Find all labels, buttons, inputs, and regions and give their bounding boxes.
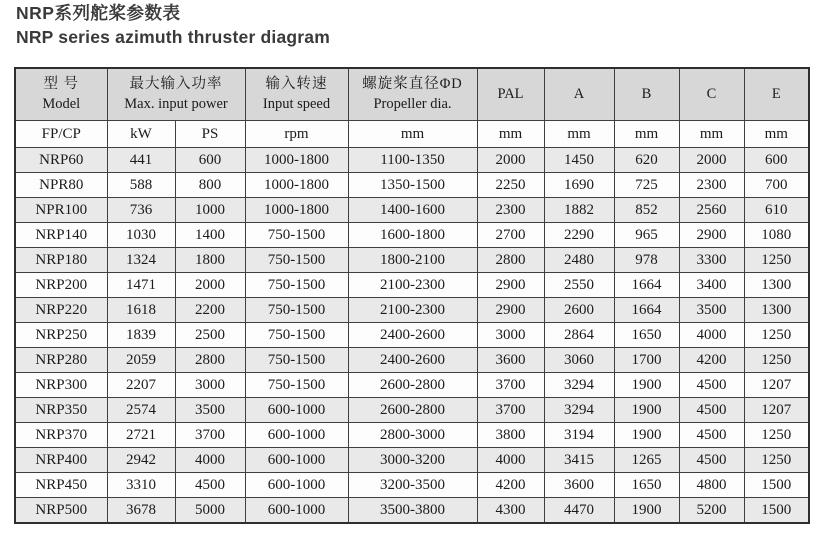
unit-model: FP/CP <box>15 121 107 148</box>
header-model-cn: 型 号 <box>43 75 80 92</box>
page-titles <box>16 2 330 49</box>
value-cell: 3060 <box>544 348 614 373</box>
model-cell: NPR80 <box>15 173 107 198</box>
value-cell: 750-1500 <box>245 273 348 298</box>
table-row <box>15 348 809 373</box>
model-cell: NRP220 <box>15 298 107 323</box>
value-cell: 4500 <box>175 473 245 498</box>
value-cell: 750-1500 <box>245 373 348 398</box>
value-cell: 1350-1500 <box>348 173 477 198</box>
value-cell: 3500 <box>679 298 744 323</box>
value-cell: 3310 <box>107 473 175 498</box>
table-row <box>15 498 809 524</box>
value-cell: 2300 <box>679 173 744 198</box>
value-cell: 750-1500 <box>245 248 348 273</box>
value-cell: 441 <box>107 148 175 173</box>
header-dia-cn: 螺旋桨直径ΦD <box>362 75 463 92</box>
value-cell: 1400 <box>175 223 245 248</box>
unit-mm-c: mm <box>679 121 744 148</box>
value-cell: 1900 <box>614 498 679 524</box>
value-cell: 1900 <box>614 398 679 423</box>
unit-mm-a: mm <box>544 121 614 148</box>
value-cell: 2600 <box>544 298 614 323</box>
thruster-spec-table <box>14 67 810 524</box>
value-cell: 1100-1350 <box>348 148 477 173</box>
header-model-en: Model <box>42 95 81 112</box>
header-model <box>15 68 107 121</box>
model-cell: NRP500 <box>15 498 107 524</box>
table-row <box>15 198 809 223</box>
value-cell: 600-1000 <box>245 398 348 423</box>
value-cell: 2100-2300 <box>348 273 477 298</box>
header-speed-en: Input speed <box>262 95 331 112</box>
model-cell: NPR100 <box>15 198 107 223</box>
value-cell: 2800-3000 <box>348 423 477 448</box>
value-cell: 3600 <box>477 348 544 373</box>
value-cell: 750-1500 <box>245 223 348 248</box>
value-cell: 2574 <box>107 398 175 423</box>
value-cell: 2560 <box>679 198 744 223</box>
value-cell: 1664 <box>614 273 679 298</box>
value-cell: 2600-2800 <box>348 373 477 398</box>
unit-mm-b: mm <box>614 121 679 148</box>
value-cell: 1000-1800 <box>245 198 348 223</box>
value-cell: 965 <box>614 223 679 248</box>
table-row <box>15 373 809 398</box>
value-cell: 4200 <box>679 348 744 373</box>
header-max-input-power <box>107 68 245 121</box>
value-cell: 3194 <box>544 423 614 448</box>
value-cell: 750-1500 <box>245 348 348 373</box>
unit-mm-pal: mm <box>477 121 544 148</box>
value-cell: 2800 <box>477 248 544 273</box>
value-cell: 3800 <box>477 423 544 448</box>
header-e: E <box>744 68 809 121</box>
unit-mm-e: mm <box>744 121 809 148</box>
value-cell: 1000-1800 <box>245 173 348 198</box>
value-cell: 600 <box>744 148 809 173</box>
unit-kw: kW <box>107 121 175 148</box>
value-cell: 1080 <box>744 223 809 248</box>
value-cell: 2000 <box>679 148 744 173</box>
table-row <box>15 448 809 473</box>
value-cell: 1207 <box>744 373 809 398</box>
unit-rpm: rpm <box>245 121 348 148</box>
table-row <box>15 323 809 348</box>
value-cell: 1800-2100 <box>348 248 477 273</box>
header-speed-cn: 输入转速 <box>265 75 328 92</box>
value-cell: 3500 <box>175 398 245 423</box>
value-cell: 3000 <box>175 373 245 398</box>
value-cell: 4000 <box>477 448 544 473</box>
value-cell: 600-1000 <box>245 423 348 448</box>
table-body <box>15 148 809 524</box>
model-cell: NRP180 <box>15 248 107 273</box>
header-pal: PAL <box>477 68 544 121</box>
value-cell: 3400 <box>679 273 744 298</box>
value-cell: 1000 <box>175 198 245 223</box>
value-cell: 2290 <box>544 223 614 248</box>
model-cell: NRP280 <box>15 348 107 373</box>
value-cell: 1690 <box>544 173 614 198</box>
model-cell: NRP450 <box>15 473 107 498</box>
value-cell: 800 <box>175 173 245 198</box>
value-cell: 4500 <box>679 398 744 423</box>
value-cell: 1250 <box>744 348 809 373</box>
value-cell: 4200 <box>477 473 544 498</box>
value-cell: 2700 <box>477 223 544 248</box>
value-cell: 1450 <box>544 148 614 173</box>
value-cell: 1800 <box>175 248 245 273</box>
units-row <box>15 121 809 148</box>
value-cell: 2400-2600 <box>348 323 477 348</box>
value-cell: 4500 <box>679 373 744 398</box>
table-row <box>15 148 809 173</box>
unit-mm-dia: mm <box>348 121 477 148</box>
value-cell: 3000 <box>477 323 544 348</box>
value-cell: 1250 <box>744 423 809 448</box>
unit-ps: PS <box>175 121 245 148</box>
header-power-en: Max. input power <box>124 95 228 112</box>
value-cell: 1700 <box>614 348 679 373</box>
value-cell: 3294 <box>544 398 614 423</box>
value-cell: 588 <box>107 173 175 198</box>
value-cell: 3700 <box>477 398 544 423</box>
value-cell: 1207 <box>744 398 809 423</box>
header-a: A <box>544 68 614 121</box>
value-cell: 3200-3500 <box>348 473 477 498</box>
value-cell: 2942 <box>107 448 175 473</box>
table-row <box>15 398 809 423</box>
value-cell: 620 <box>614 148 679 173</box>
model-cell: NRP370 <box>15 423 107 448</box>
header-row <box>15 68 809 121</box>
value-cell: 3000-3200 <box>348 448 477 473</box>
table-row <box>15 473 809 498</box>
value-cell: 5000 <box>175 498 245 524</box>
value-cell: 2900 <box>477 273 544 298</box>
value-cell: 1250 <box>744 323 809 348</box>
value-cell: 5200 <box>679 498 744 524</box>
value-cell: 2550 <box>544 273 614 298</box>
value-cell: 1882 <box>544 198 614 223</box>
value-cell: 736 <box>107 198 175 223</box>
header-dia-en: Propeller dia. <box>373 95 452 112</box>
value-cell: 2059 <box>107 348 175 373</box>
value-cell: 3700 <box>477 373 544 398</box>
value-cell: 1600-1800 <box>348 223 477 248</box>
value-cell: 2100-2300 <box>348 298 477 323</box>
value-cell: 600 <box>175 148 245 173</box>
model-cell: NRP400 <box>15 448 107 473</box>
value-cell: 1500 <box>744 473 809 498</box>
value-cell: 4500 <box>679 448 744 473</box>
value-cell: 2300 <box>477 198 544 223</box>
header-propeller-dia <box>348 68 477 121</box>
value-cell: 2200 <box>175 298 245 323</box>
value-cell: 2250 <box>477 173 544 198</box>
value-cell: 1400-1600 <box>348 198 477 223</box>
model-cell: NRP60 <box>15 148 107 173</box>
value-cell: 1250 <box>744 248 809 273</box>
value-cell: 3294 <box>544 373 614 398</box>
value-cell: 4000 <box>679 323 744 348</box>
value-cell: 725 <box>614 173 679 198</box>
value-cell: 600-1000 <box>245 498 348 524</box>
value-cell: 1324 <box>107 248 175 273</box>
table-row <box>15 223 809 248</box>
value-cell: 600-1000 <box>245 473 348 498</box>
value-cell: 1030 <box>107 223 175 248</box>
value-cell: 1839 <box>107 323 175 348</box>
table-row <box>15 173 809 198</box>
value-cell: 3678 <box>107 498 175 524</box>
value-cell: 1265 <box>614 448 679 473</box>
table-row <box>15 273 809 298</box>
header-b: B <box>614 68 679 121</box>
header-power-cn: 最大输入功率 <box>129 75 223 92</box>
value-cell: 2500 <box>175 323 245 348</box>
value-cell: 4000 <box>175 448 245 473</box>
value-cell: 2207 <box>107 373 175 398</box>
header-c: C <box>679 68 744 121</box>
value-cell: 2480 <box>544 248 614 273</box>
model-cell: NRP200 <box>15 273 107 298</box>
value-cell: 2000 <box>477 148 544 173</box>
value-cell: 1900 <box>614 423 679 448</box>
value-cell: 1650 <box>614 473 679 498</box>
table-row <box>15 298 809 323</box>
value-cell: 2600-2800 <box>348 398 477 423</box>
value-cell: 1900 <box>614 373 679 398</box>
value-cell: 1250 <box>744 448 809 473</box>
model-cell: NRP250 <box>15 323 107 348</box>
value-cell: 2900 <box>477 298 544 323</box>
value-cell: 3600 <box>544 473 614 498</box>
value-cell: 1650 <box>614 323 679 348</box>
model-cell: NRP140 <box>15 223 107 248</box>
value-cell: 852 <box>614 198 679 223</box>
value-cell: 3415 <box>544 448 614 473</box>
value-cell: 1471 <box>107 273 175 298</box>
model-cell: NRP300 <box>15 373 107 398</box>
value-cell: 610 <box>744 198 809 223</box>
value-cell: 978 <box>614 248 679 273</box>
value-cell: 2721 <box>107 423 175 448</box>
table-row <box>15 423 809 448</box>
value-cell: 1000-1800 <box>245 148 348 173</box>
value-cell: 700 <box>744 173 809 198</box>
header-input-speed <box>245 68 348 121</box>
value-cell: 1300 <box>744 298 809 323</box>
value-cell: 1300 <box>744 273 809 298</box>
value-cell: 600-1000 <box>245 448 348 473</box>
title-chinese: NRP系列舵桨参数表 <box>16 3 181 23</box>
value-cell: 1618 <box>107 298 175 323</box>
value-cell: 750-1500 <box>245 298 348 323</box>
value-cell: 2864 <box>544 323 614 348</box>
value-cell: 2800 <box>175 348 245 373</box>
value-cell: 2000 <box>175 273 245 298</box>
value-cell: 4500 <box>679 423 744 448</box>
value-cell: 4470 <box>544 498 614 524</box>
value-cell: 3500-3800 <box>348 498 477 524</box>
value-cell: 4800 <box>679 473 744 498</box>
value-cell: 3300 <box>679 248 744 273</box>
value-cell: 2400-2600 <box>348 348 477 373</box>
model-cell: NRP350 <box>15 398 107 423</box>
value-cell: 1500 <box>744 498 809 524</box>
value-cell: 3700 <box>175 423 245 448</box>
title-english: NRP series azimuth thruster diagram <box>16 26 330 47</box>
table-row <box>15 248 809 273</box>
value-cell: 1664 <box>614 298 679 323</box>
value-cell: 4300 <box>477 498 544 524</box>
value-cell: 2900 <box>679 223 744 248</box>
value-cell: 750-1500 <box>245 323 348 348</box>
